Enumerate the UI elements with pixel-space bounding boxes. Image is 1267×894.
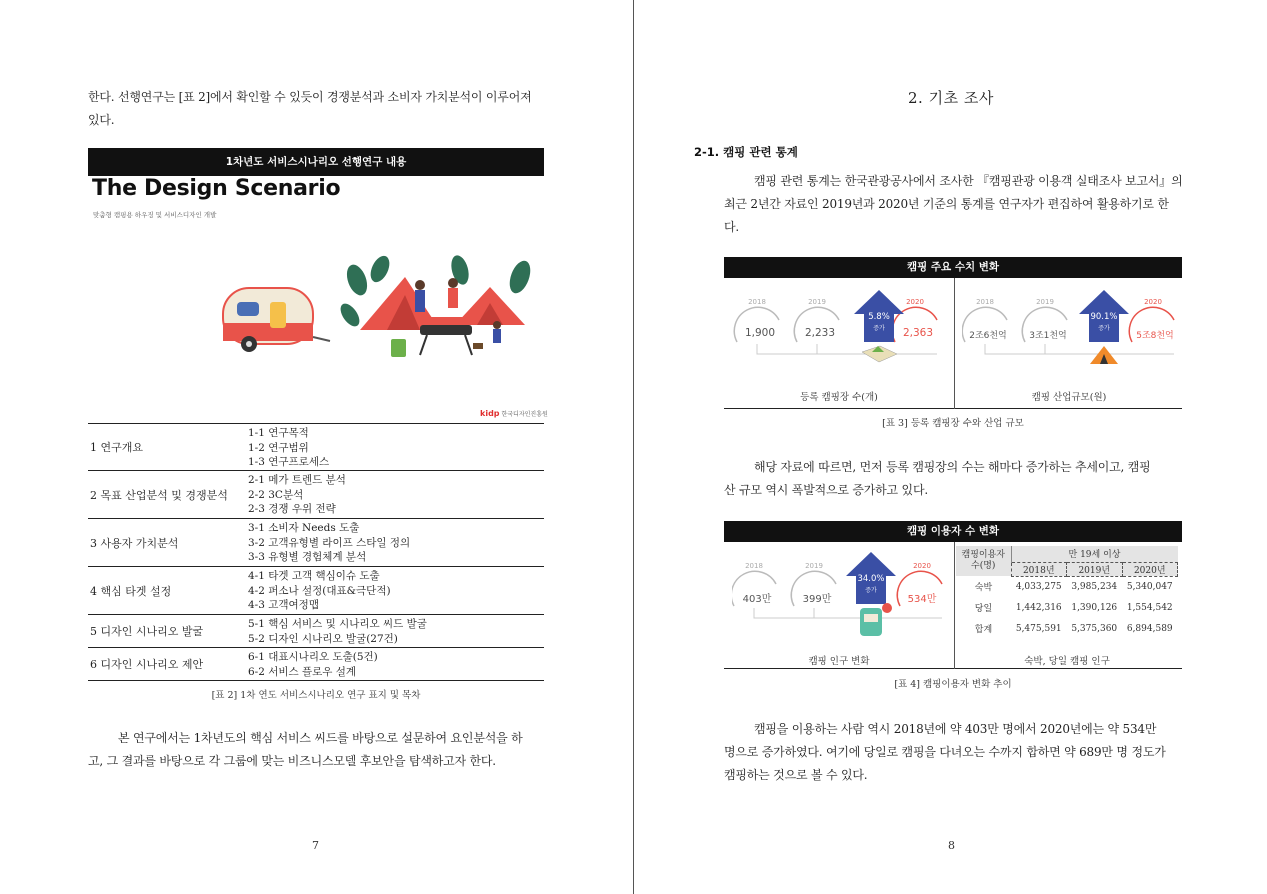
text-line: 산 규모 역시 폭발적으로 증가하고 있다. xyxy=(724,483,928,497)
toc-item: 3-3 유형별 경험체계 분석 xyxy=(248,551,367,563)
table-header-text: 수(명) xyxy=(971,561,996,571)
kidp-logo-mark: kidp xyxy=(480,409,500,418)
increase-percent: 5.8% xyxy=(868,312,890,322)
bucket-icon xyxy=(391,339,406,357)
text-line: 명으로 증가하였다. 여기에 당일로 캠핑을 다녀오는 수까지 합하면 약 689만 명 정도가 xyxy=(724,745,1166,759)
toc-item: 5-1 핵심 서비스 및 시나리오 씨드 발굴 xyxy=(248,618,427,630)
right-closing-paragraph xyxy=(724,718,1184,787)
table-year-header: 2020년 xyxy=(1122,562,1178,576)
kidp-logo xyxy=(480,409,548,418)
subsection-heading: 2-1. 캠핑 관련 통계 xyxy=(694,145,798,159)
toc-items xyxy=(248,471,544,518)
table-cell: 5,475,591 xyxy=(1015,623,1062,634)
increase-percent: 34.0% xyxy=(857,574,885,584)
camping-users-table xyxy=(956,546,1178,639)
value-label: 3조1천억 xyxy=(1029,331,1067,341)
toc-items xyxy=(248,519,544,566)
toc-item: 6-2 서비스 플로우 설계 xyxy=(248,665,357,678)
toc-row xyxy=(88,471,544,519)
table-cell: 5,375,360 xyxy=(1071,623,1118,634)
figure-4-title-bar: 캠핑 이용자 수 변화 xyxy=(724,521,1182,542)
table-header-text: 캠핑이용자 xyxy=(961,550,1005,560)
year-label: 2019 xyxy=(1036,298,1054,306)
value-label: 1,900 xyxy=(744,327,776,339)
toc-item: 3-1 소비자 Needs 도출 xyxy=(248,522,360,534)
page-number: 7 xyxy=(312,839,319,852)
toc-item: 4-3 고객여정맵 xyxy=(248,599,319,611)
table-header-cell xyxy=(956,546,1011,576)
camping-illustration xyxy=(215,255,545,370)
table-cell: 5,340,047 xyxy=(1126,581,1173,592)
toc-items xyxy=(248,567,544,614)
toc-item: 2-2 3C분석 xyxy=(248,488,304,501)
text-line: 최근 2년간 자료인 2019년과 2020년 기준의 통계를 연구자가 편집하여 활용하기로 한 xyxy=(724,197,1169,211)
toc-section: 2 목표 산업분석 및 경쟁분석 xyxy=(90,488,228,502)
figure-3-title-bar: 캠핑 주요 수치 변화 xyxy=(724,257,1182,278)
increase-label: 증가 xyxy=(873,325,885,332)
increase-percent: 90.1% xyxy=(1090,312,1118,322)
toc-section: 6 디자인 시나리오 제안 xyxy=(90,658,204,671)
toc-item: 5-2 디자인 시나리오 발굴(27건) xyxy=(248,632,398,645)
design-scenario-title: The Design Scenario xyxy=(92,176,341,201)
left-closing-paragraph xyxy=(88,727,548,773)
table-row-label: 당일 xyxy=(974,604,993,614)
toc-section: 5 디자인 시나리오 발굴 xyxy=(90,625,204,638)
toc-item: 2-3 경쟁 우위 전략 xyxy=(248,503,336,515)
year-label: 2018 xyxy=(976,298,994,306)
toc-row xyxy=(88,648,544,681)
camping-industry-size-label: 캠핑 산업규모(원) xyxy=(1031,392,1107,403)
day-overnight-population-label: 숙박, 당일 캠핑 인구 xyxy=(1024,656,1110,667)
figure-divider xyxy=(954,542,955,669)
table-cell: 6,894,589 xyxy=(1126,623,1173,634)
year-label: 2019 xyxy=(805,562,823,570)
value-label: 534만 xyxy=(907,594,937,605)
text-line: 해당 자료에 따르면, 먼저 등록 캠핑장의 수는 해마다 증가하는 추세이고, 캠핑 xyxy=(754,460,1151,474)
table-group-header: 만 19세 이상 xyxy=(1011,546,1178,562)
grill-icon xyxy=(420,317,472,355)
text-line: 있다. xyxy=(88,113,115,127)
right-middle-paragraph xyxy=(724,456,1184,502)
section-heading: 2. 기초 조사 xyxy=(908,89,994,107)
text-line: 캠핑하는 것으로 볼 수 있다. xyxy=(724,768,868,782)
left-intro-paragraph xyxy=(88,86,548,132)
tent-icon xyxy=(1090,346,1118,364)
registered-campsites-label: 등록 캠핑장 수(개) xyxy=(800,392,878,403)
increase-label: 증가 xyxy=(1098,325,1110,332)
toc-item: 6-1 대표시나리오 도출(5건) xyxy=(248,651,378,663)
page-left xyxy=(0,0,633,894)
registered-campsites-graphic xyxy=(732,282,946,376)
toc-item: 3-2 고객유형별 라이프 스타일 정의 xyxy=(248,536,411,549)
text-line: 고, 그 결과를 바탕으로 각 그룹에 맞는 비즈니스모델 후보안을 탐색하고자 한다. xyxy=(88,754,496,768)
text-line: 다. xyxy=(724,220,740,234)
toc-items xyxy=(248,424,544,470)
toc-item: 1-2 연구범위 xyxy=(248,441,309,454)
year-label: 2018 xyxy=(748,298,766,306)
toc-row xyxy=(88,424,544,471)
campsite-map-icon xyxy=(862,346,897,362)
toc-section: 1 연구개요 xyxy=(90,441,143,454)
table-cell: 4,033,275 xyxy=(1015,581,1062,592)
toc-items xyxy=(248,648,544,680)
value-label: 2,233 xyxy=(804,327,836,339)
year-label: 2018 xyxy=(745,562,763,570)
table-year-header: 2019년 xyxy=(1067,562,1123,576)
design-scenario-subtitle: 맞춤형 캠핑용 하우징 및 서비스디자인 개발 xyxy=(93,211,217,219)
toc-section: 3 사용자 가치분석 xyxy=(90,536,179,550)
table-cell: 1,554,542 xyxy=(1126,602,1173,613)
right-intro-paragraph xyxy=(724,170,1184,239)
page-number: 8 xyxy=(948,839,955,852)
camping-population-graphic xyxy=(732,546,946,646)
table-of-contents xyxy=(88,423,544,681)
value-label: 403만 xyxy=(742,594,772,605)
text-line: 한다. 선행연구는 [표 2]에서 확인할 수 있듯이 경쟁분석과 소비자 가치분석이 이루어져 xyxy=(88,90,532,104)
value-label: 399만 xyxy=(802,594,832,605)
camping-population-label: 캠핑 인구 변화 xyxy=(808,656,870,667)
camping-industry-size-graphic xyxy=(962,282,1176,376)
toc-item: 1-1 연구목적 xyxy=(248,427,309,439)
page-right xyxy=(634,0,1267,894)
text-line: 본 연구에서는 1차년도의 핵심 서비스 씨드를 바탕으로 설문하여 요인분석을 하 xyxy=(118,731,523,745)
toc-item: 4-1 타겟 고객 핵심이슈 도출 xyxy=(248,570,380,582)
year-label: 2020 xyxy=(906,298,924,306)
year-label: 2020 xyxy=(1144,298,1162,306)
table-cell: 1,442,316 xyxy=(1015,602,1062,613)
figure-divider xyxy=(954,278,955,409)
table-3-caption: [표 3] 등록 캠핑장 수와 산업 규모 xyxy=(882,418,1024,429)
toc-row xyxy=(88,567,544,615)
figure-title-bar: 1차년도 서비스시나리오 선행연구 내용 xyxy=(88,148,544,176)
text-line: 캠핑을 이용하는 사람 역시 2018년에 약 403만 명에서 2020년에는 약 534만 xyxy=(754,722,1157,736)
table-row-label: 숙박 xyxy=(974,583,993,593)
value-label: 5조8천억 xyxy=(1136,331,1174,341)
toc-row xyxy=(88,615,544,648)
table-2-caption: [표 2] 1차 연도 서비스시나리오 연구 표지 및 목차 xyxy=(211,690,421,701)
toc-section: 4 핵심 타겟 설정 xyxy=(90,584,172,598)
year-label: 2019 xyxy=(808,298,826,306)
camper-trailer-icon xyxy=(223,288,330,352)
table-row-label: 합계 xyxy=(974,625,993,635)
camping-backpack-icon xyxy=(860,603,892,636)
increase-label: 증가 xyxy=(865,587,877,594)
value-label: 2조6천억 xyxy=(969,331,1007,341)
toc-item: 4-2 퍼소나 설정(대표&극단적) xyxy=(248,584,391,597)
table-cell: 3,985,234 xyxy=(1071,581,1118,592)
table-year-header: 2018년 xyxy=(1011,562,1067,576)
kidp-logo-text: 한국디자인진흥원 xyxy=(501,411,548,418)
toc-item: 2-1 메가 트렌드 분석 xyxy=(248,474,346,486)
year-label: 2020 xyxy=(913,562,931,570)
toc-items xyxy=(248,615,544,647)
text-line: 캠핑 관련 통계는 한국관광공사에서 조사한 『캠핑관광 이용객 실태조사 보고서』의 xyxy=(754,174,1183,188)
toc-row xyxy=(88,519,544,567)
toc-item: 1-3 연구프로세스 xyxy=(248,456,330,468)
table-4-caption: [표 4] 캠핑이용자 변화 추이 xyxy=(894,679,1012,690)
table-cell: 1,390,126 xyxy=(1071,602,1118,613)
value-label: 2,363 xyxy=(902,327,934,339)
